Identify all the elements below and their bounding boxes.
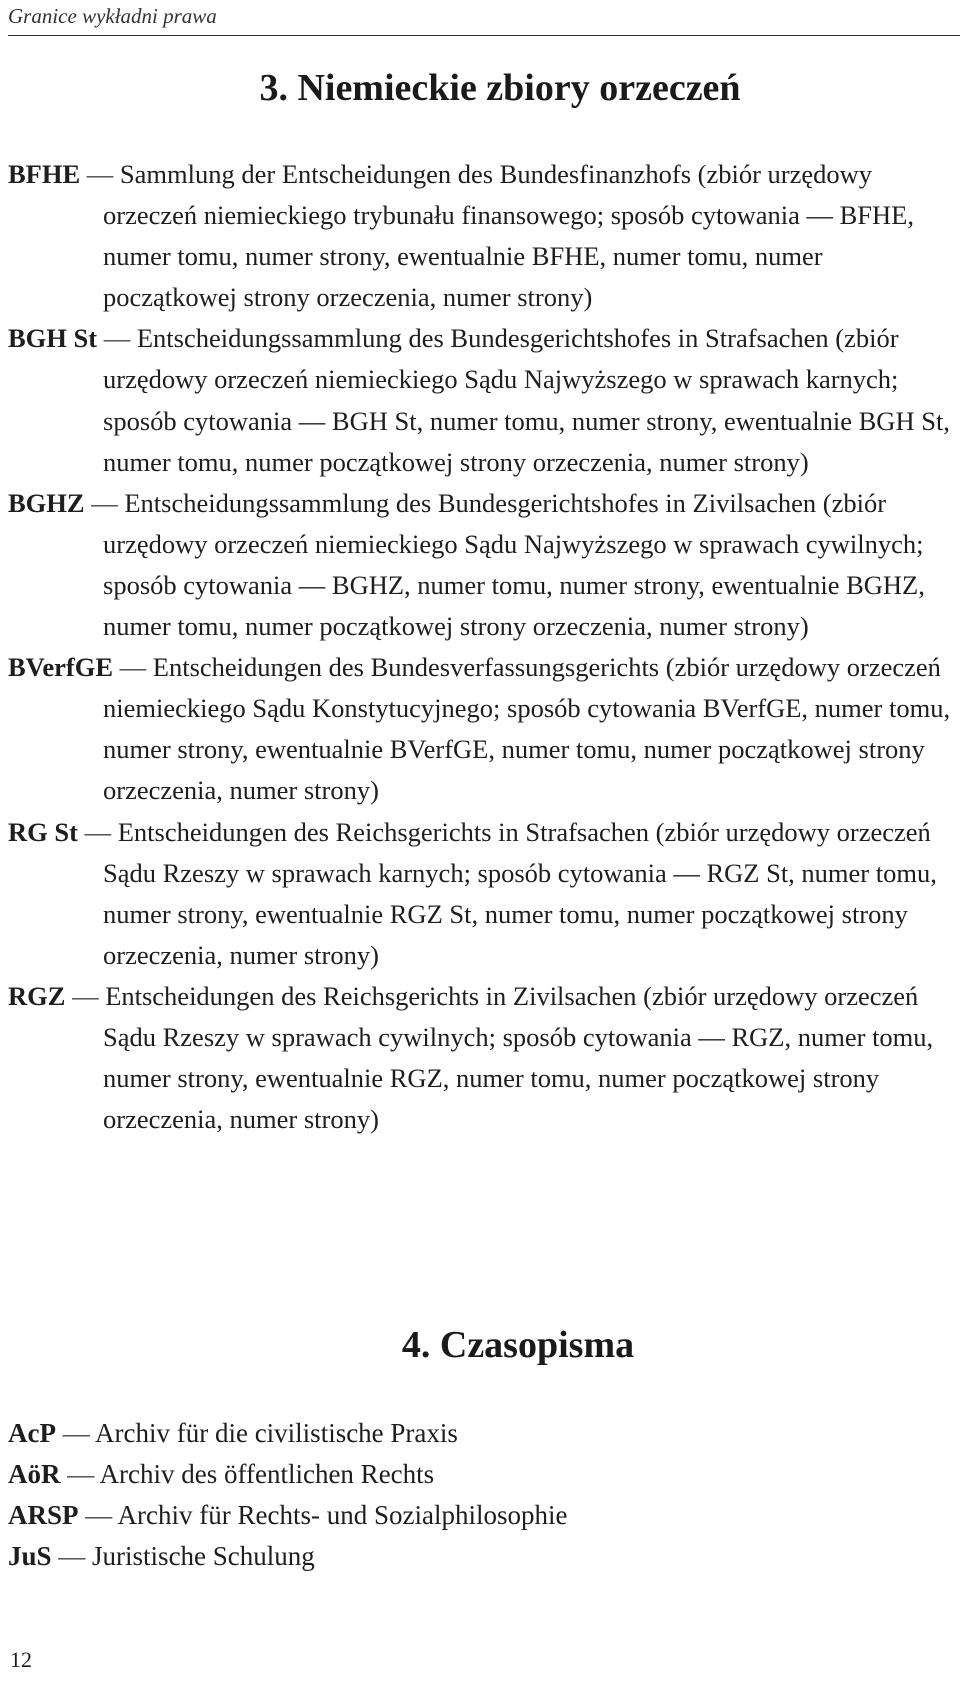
- list-item: [8, 1536, 908, 1577]
- entry-dash: —: [86, 159, 114, 189]
- entry-dash: —: [62, 1418, 90, 1448]
- entry-description: Archiv für Rechts- und Sozialphilosophie: [117, 1500, 568, 1530]
- entry-description: Entscheidungen des Reichsgerichts in Zivilsachen (zbiór urzędowy orzeczeń Sądu Rzeszy w sprawach cywilnych; sposób cytowania — RGZ, numer tomu, numer strony, ewentualnie RGZ, numer tomu, numer początkowej strony orzeczenia, numer strony): [103, 980, 934, 1135]
- list-item: [8, 318, 958, 482]
- list-item: [8, 154, 958, 318]
- entry-dash: —: [58, 1541, 86, 1571]
- entry-description: Sammlung der Entscheidungen des Bundesfinanzhofs (zbiór urzędowy orzeczeń niemieckiego trybunału finansowego; sposób cytowania — BFHE, numer tomu, numer strony, ewentualnie BFHE, numer tomu, numer początkowej strony orzeczenia, numer strony): [103, 159, 914, 313]
- journals-list: [8, 1413, 908, 1577]
- list-item: [8, 647, 958, 811]
- entry-abbreviation: AcP: [8, 1418, 56, 1448]
- running-header: Granice wykładni prawa: [8, 4, 217, 28]
- entry-abbreviation: BFHE: [8, 159, 81, 189]
- entry-description: Archiv für die civilistische Praxis: [95, 1418, 458, 1448]
- list-item: [8, 976, 958, 1140]
- entry-abbreviation: BGHZ: [8, 487, 85, 518]
- entry-abbreviation: RG St: [8, 816, 78, 847]
- entry-description: Juristische Schulung: [92, 1541, 315, 1571]
- list-item: [8, 483, 958, 647]
- entry-dash: —: [67, 1459, 95, 1489]
- entry-description: Entscheidungen des Reichsgerichts in Strafsachen (zbiór urzędowy orzeczeń Sądu Rzeszy w sprawach karnych; sposób cytowania — RGZ St, numer tomu, numer strony, ewentualnie RGZ St, numer tomu, numer początkowej strony orzeczenia, numer strony): [103, 816, 937, 970]
- list-item: [8, 1413, 908, 1454]
- entry-description: Entscheidungssammlung des Bundesgerichtshofes in Zivilsachen (zbiór urzędowy orzeczeń niemieckiego Sądu Najwyższego w sprawach cywilnych; sposób cytowania — BGHZ, numer tomu, numer strony, ewentualnie BGHZ, numer tomu, numer początkowej strony orzeczenia, numer strony): [103, 487, 925, 642]
- entry-dash: —: [72, 980, 99, 1011]
- list-item: [8, 1495, 908, 1536]
- entry-abbreviation: BGH St: [8, 323, 98, 354]
- entry-abbreviation: ARSP: [8, 1500, 79, 1530]
- header-divider: [8, 35, 960, 36]
- entry-dash: —: [84, 816, 112, 847]
- entry-dash: —: [119, 652, 147, 683]
- entry-description: Entscheidungen des Bundesverfassungsgerichts (zbiór urzędowy orzeczeń niemieckiego Sądu Konstytucyjnego; sposób cytowania BVerfGE, numer tomu, numer strony, ewentualnie BVerfGE, numer tomu, numer początkowej strony orzeczenia, numer strony): [103, 652, 951, 806]
- entry-dash: —: [103, 323, 131, 354]
- section-title-court-reports: 3. Niemieckie zbiory orzeczeń: [259, 67, 741, 109]
- section-title-journals: 4. Czasopisma: [401, 1324, 635, 1366]
- entry-description: Archiv des öffentlichen Rechts: [99, 1459, 435, 1489]
- entry-description: Entscheidungssammlung des Bundesgerichtshofes in Strafsachen (zbiór urzędowy orzeczeń niemieckiego Sądu Najwyższego w sprawach karnych; sposób cytowania — BGH St, numer tomu, numer strony, ewentualnie BGH St, numer tomu, numer początkowej strony orzeczenia, numer strony): [103, 323, 950, 477]
- entry-abbreviation: JuS: [8, 1541, 52, 1571]
- entry-abbreviation: BVerfGE: [8, 652, 114, 683]
- entry-dash: —: [85, 1500, 113, 1530]
- page-number: 12: [10, 1647, 32, 1672]
- entry-dash: —: [91, 487, 118, 518]
- court-reports-list: [8, 154, 958, 1140]
- list-item: [8, 1454, 908, 1495]
- list-item: [8, 812, 958, 976]
- entry-abbreviation: RGZ: [8, 980, 66, 1011]
- entry-abbreviation: AöR: [8, 1459, 61, 1489]
